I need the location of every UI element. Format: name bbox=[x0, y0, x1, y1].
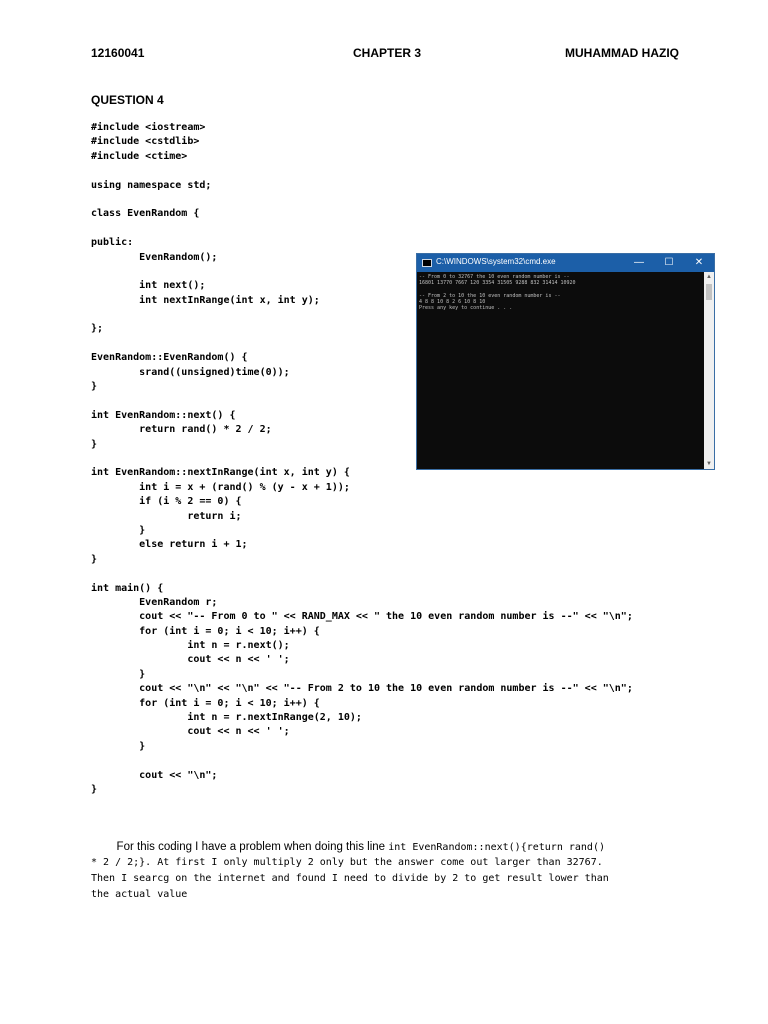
console-window bbox=[416, 253, 715, 470]
console-line: -- From 2 to 10 the 10 even random number is -- bbox=[419, 292, 561, 299]
console-line: 16801 13770 7667 120 3354 31505 9288 832 31414 10920 bbox=[419, 280, 576, 287]
console-output bbox=[419, 274, 703, 469]
code-line: cout << "\n"; bbox=[91, 769, 218, 781]
code-line: #include <iostream> bbox=[91, 122, 206, 133]
code-line: if (i % 2 == 0) { bbox=[91, 496, 242, 508]
code-line: int i = x + (rand() % (y - x + 1)); bbox=[91, 481, 350, 493]
code-line: cout << "\n" << "\n" << "-- From 2 to 10 the 10 even random number is --" << "\n"; bbox=[91, 683, 633, 695]
code-line: public: bbox=[91, 237, 134, 249]
code-line: for (int i = 0; i < 10; i++) { bbox=[91, 625, 320, 637]
code-line: int nextInRange(int x, int y); bbox=[91, 294, 320, 306]
code-line: EvenRandom(); bbox=[91, 251, 218, 263]
cmd-window-icon bbox=[422, 259, 432, 267]
code-line: } bbox=[91, 740, 146, 752]
code-line: else return i + 1; bbox=[91, 539, 248, 551]
question-title: QUESTION 4 bbox=[91, 93, 164, 107]
paragraph-line: * 2 / 2;}. At first I only multiply 2 only but the answer come out larger than 32767. bbox=[91, 857, 603, 868]
scrollbar-thumb[interactable] bbox=[706, 284, 712, 300]
paragraph-prose: For this coding I have a problem when doing this line bbox=[91, 841, 389, 853]
close-button[interactable]: ✕ bbox=[694, 257, 704, 268]
code-line: int EvenRandom::next() { bbox=[91, 409, 236, 421]
code-line: using namespace std; bbox=[91, 179, 212, 191]
code-line: cout << n << ' '; bbox=[91, 726, 290, 738]
paragraph-line: the actual value bbox=[91, 889, 188, 900]
chapter-label: CHAPTER 3 bbox=[353, 46, 422, 60]
code-line: int main() { bbox=[91, 582, 164, 594]
code-line: return rand() * 2 / 2; bbox=[91, 424, 272, 436]
code-line: for (int i = 0; i < 10; i++) { bbox=[91, 697, 320, 709]
maximize-button[interactable]: ☐ bbox=[664, 257, 674, 268]
code-line: }; bbox=[91, 323, 104, 335]
code-line: EvenRandom::EvenRandom() { bbox=[91, 352, 248, 364]
paragraph-inline-code: int EvenRandom::next(){return rand() bbox=[388, 842, 605, 853]
code-line bbox=[91, 164, 633, 178]
code-line: int EvenRandom::nextInRange(int x, int y) { bbox=[91, 467, 350, 479]
console-line: 4 8 8 10 8 2 6 10 8 10 bbox=[419, 298, 486, 305]
code-line: srand((unsigned)time(0)); bbox=[91, 366, 290, 378]
code-line: return i; bbox=[91, 510, 242, 522]
code-line: cout << "-- From 0 to " << RAND_MAX << " the 10 even random number is --" << "\n"; bbox=[91, 611, 633, 623]
code-line bbox=[91, 193, 633, 207]
scroll-up-arrow-icon[interactable]: ▲ bbox=[706, 274, 712, 280]
console-title: C:\WINDOWS\system32\cmd.exe bbox=[436, 257, 556, 266]
console-line: -- From 0 to 32767 the 10 even random number is -- bbox=[419, 274, 570, 280]
code-line: } bbox=[91, 524, 146, 536]
paragraph-line bbox=[91, 839, 691, 855]
code-line: int next(); bbox=[91, 280, 206, 292]
page-header bbox=[91, 46, 679, 64]
code-line: EvenRandom r; bbox=[91, 596, 218, 608]
code-line: } bbox=[91, 668, 146, 680]
code-line: int n = r.next(); bbox=[91, 640, 290, 652]
code-line: #include <cstdlib> bbox=[91, 136, 200, 148]
console-line: Press any key to continue . . . bbox=[419, 304, 513, 311]
code-line bbox=[91, 222, 633, 236]
code-line: int n = r.nextInRange(2, 10); bbox=[91, 712, 362, 724]
console-scrollbar[interactable] bbox=[704, 272, 714, 469]
console-titlebar[interactable] bbox=[417, 254, 714, 272]
code-line: } bbox=[91, 553, 98, 565]
minimize-button[interactable]: — bbox=[634, 257, 644, 268]
code-line: } bbox=[91, 783, 98, 795]
code-line: cout << n << ' '; bbox=[91, 654, 290, 666]
author-name: MUHAMMAD HAZIQ bbox=[565, 46, 679, 60]
code-line bbox=[91, 754, 633, 768]
code-line bbox=[91, 567, 633, 581]
code-line: #include <ctime> bbox=[91, 150, 188, 162]
student-id: 12160041 bbox=[91, 46, 145, 60]
scroll-down-arrow-icon[interactable]: ▼ bbox=[706, 461, 712, 467]
explanation-paragraph bbox=[91, 839, 691, 903]
paragraph-line: Then I searcg on the internet and found I need to divide by 2 to get result lower than bbox=[91, 873, 609, 884]
code-line: } bbox=[91, 381, 98, 393]
code-line: } bbox=[91, 438, 98, 450]
code-line: class EvenRandom { bbox=[91, 208, 200, 220]
